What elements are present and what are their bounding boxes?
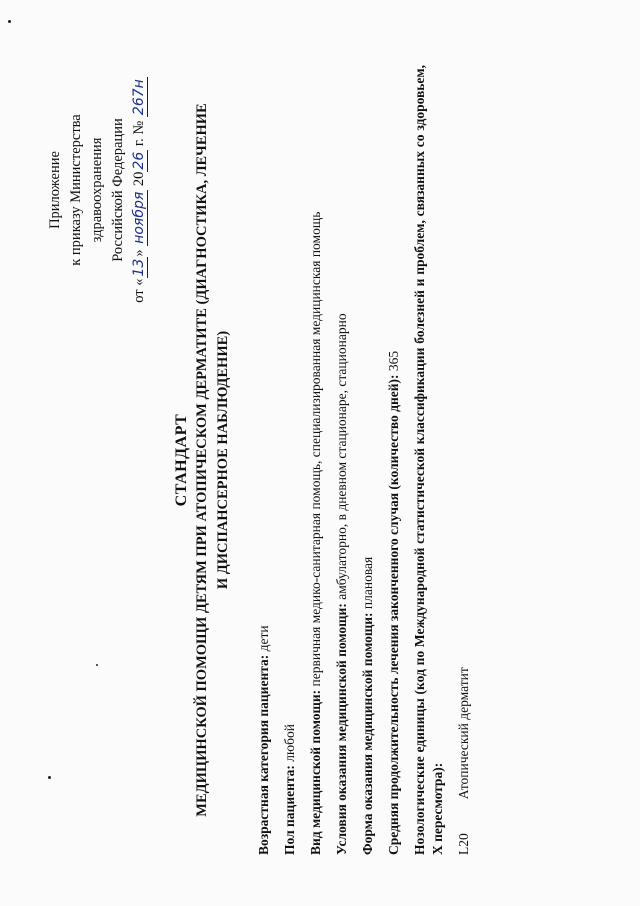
nosology-label: Нозологические единицы (код по Международной статистической классификации болезней и проблем, связанных со здоровьем, X пересмотра):	[412, 65, 445, 855]
sex-value: любой	[282, 724, 297, 762]
date-prefix: от «	[131, 278, 147, 303]
order-ministry-line: к приказу Министерства здравоохранения	[68, 114, 105, 266]
sex-label: Пол пациента:	[282, 765, 297, 855]
handwritten-day: 13	[131, 258, 147, 277]
duration-label: Средняя продолжительность лечения законченного случая (количество дней):	[386, 374, 401, 855]
field-age	[255, 65, 273, 855]
order-country-line: Российской Федерации	[110, 118, 126, 262]
standard-fields	[255, 65, 473, 855]
age-value: дети	[256, 625, 271, 652]
form-value: плановая	[360, 556, 375, 610]
order-date-line	[129, 65, 150, 315]
year-suffix: г. №	[131, 120, 147, 147]
approval-block	[45, 65, 150, 315]
care-type-label: Вид медицинской помощи:	[308, 689, 323, 855]
date-quote: »	[131, 249, 147, 257]
handwritten-year: 26	[131, 151, 147, 170]
icd-code: L20	[456, 833, 471, 855]
appendix-label: Приложение	[47, 151, 63, 229]
conditions-label: Условия оказания медицинской помощи:	[334, 603, 349, 855]
year-prefix: 20	[131, 171, 147, 187]
form-label: Форма оказания медицинской помощи:	[360, 612, 375, 855]
title-heading: СТАНДАРТ	[173, 413, 190, 507]
title-line-2: И ДИСПАНСЕРНОЕ НАБЛЮДЕНИЕ)	[215, 330, 231, 590]
field-conditions	[333, 65, 351, 855]
age-label: Возрастная категория пациента:	[256, 654, 271, 855]
handwritten-order-number: 267н	[131, 79, 147, 116]
code-row	[455, 65, 473, 855]
conditions-value: амбулаторно, в дневном стационаре, стационарно	[334, 313, 349, 600]
rotated-content	[45, 65, 505, 855]
icd-name: Атопический дерматит	[456, 667, 471, 800]
title-line-1: МЕДИЦИНСКОЙ ПОМОЩИ ДЕТЯМ ПРИ АТОПИЧЕСКОМ ДЕРМАТИТЕ (ДИАГНОСТИКА, ЛЕЧЕНИЕ	[194, 103, 210, 817]
duration-value: 365	[386, 350, 401, 372]
scan-speck	[8, 20, 11, 23]
care-type-value: первичная медико-санитарная помощь, специализированная медицинская помощь	[308, 211, 323, 687]
field-nosology	[411, 65, 447, 855]
document-title	[173, 65, 233, 855]
field-form	[359, 65, 377, 855]
field-sex	[281, 65, 299, 855]
handwritten-month: ноября	[131, 191, 147, 244]
field-duration	[385, 65, 403, 855]
field-care-type	[307, 65, 325, 855]
